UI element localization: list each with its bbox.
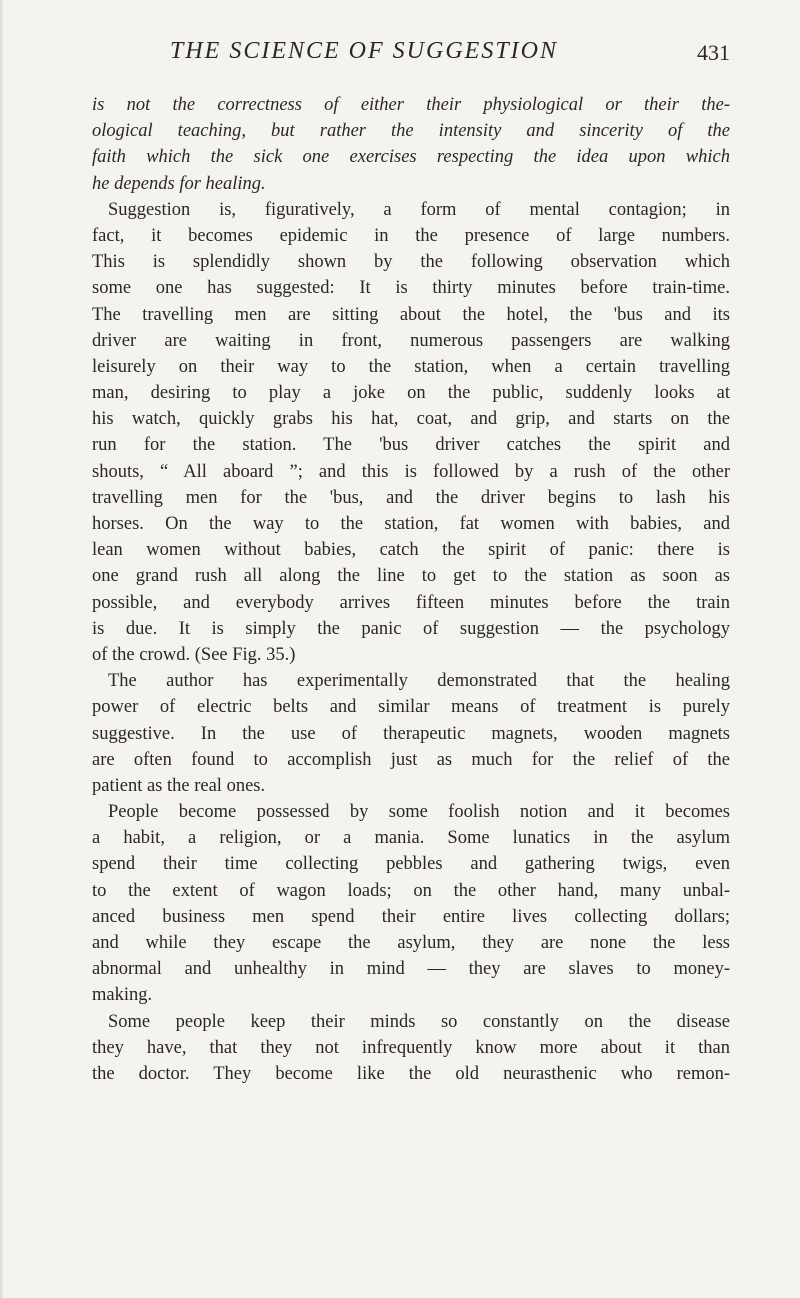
text-line: travelling men for the 'bus, and the driver begins to lash his (92, 487, 730, 508)
text-line: his watch, quickly grabs his hat, coat, and grip, and starts on the (92, 409, 730, 430)
text-line: of the crowd. (See Fig. 35.) (92, 644, 296, 665)
text-line: suggestive. In the use of therapeutic magnets, wooden magnets (92, 723, 730, 744)
running-title: THE SCIENCE OF SUGGESTION (170, 38, 559, 64)
text-line: are often found to accomplish just as much for the relief of the (92, 749, 730, 770)
paragraph (92, 799, 730, 1009)
text-line: shouts, “ All aboard ”; and this is followed by a rush of the other (92, 461, 730, 482)
page-edge (0, 0, 4, 1298)
page-number: 431 (697, 40, 730, 65)
text-line: man, desiring to play a joke on the public, suddenly looks at (92, 383, 730, 404)
text-line: one grand rush all along the line to get to the station as soon as (92, 566, 730, 587)
text-line: faith which the sick one exercises respecting the idea upon which (92, 147, 730, 168)
text-line: run for the station. The 'bus driver catches the spirit and (92, 435, 730, 456)
text-line: spend their time collecting pebbles and gathering twigs, even (92, 854, 730, 875)
paragraph (92, 1009, 730, 1088)
text-line: fact, it becomes epidemic in the presence of large numbers. (92, 225, 730, 246)
paragraph (92, 197, 730, 668)
text-line: abnormal and unhealthy in mind — they are slaves to money- (92, 959, 730, 980)
page-header (92, 38, 730, 78)
text-line: some one has suggested: It is thirty minutes before train-time. (92, 278, 730, 299)
text-line: lean women without babies, catch the spirit of panic: there is (92, 540, 730, 561)
text-line: driver are waiting in front, numerous passengers are walking (92, 330, 730, 351)
text-line: Some people keep their minds so constantly on the disease (108, 1011, 730, 1032)
text-line: anced business men spend their entire lives collecting dollars; (92, 906, 730, 927)
text-line: power of electric belts and similar means of treatment is purely (92, 697, 730, 718)
body-text (92, 92, 730, 1087)
text-line: Suggestion is, figuratively, a form of mental contagion; in (108, 199, 730, 220)
text-line: he depends for healing. (92, 173, 266, 194)
text-line: is not the correctness of either their physiological or their the- (92, 95, 730, 115)
text-line: The author has experimentally demonstrated that the healing (108, 671, 730, 692)
text-line: making. (92, 985, 153, 1006)
text-line: The travelling men are sitting about the hotel, the 'bus and its (92, 304, 730, 325)
text-line: to the extent of wagon loads; on the other hand, many unbal- (92, 880, 730, 901)
paragraph (92, 92, 730, 197)
text-line: the doctor. They become like the old neurasthenic who remon- (92, 1063, 730, 1084)
text-line: leisurely on their way to the station, when a certain travelling (92, 356, 730, 377)
text-line: People become possessed by some foolish notion and it becomes (108, 802, 730, 823)
text-line: they have, that they not infrequently know more about it than (92, 1037, 730, 1058)
text-line: possible, and everybody arrives fifteen minutes before the train (92, 592, 730, 613)
text-line: a habit, a religion, or a mania. Some lunatics in the asylum (92, 828, 730, 849)
text-line: This is splendidly shown by the following observation which (92, 252, 730, 273)
text-line: patient as the real ones. (92, 775, 266, 796)
text-line: horses. On the way to the station, fat women with babies, and (92, 514, 730, 534)
paragraph (92, 668, 730, 799)
text-line: is due. It is simply the panic of suggestion — the psychology (92, 618, 730, 639)
text-line: ological teaching, but rather the intensity and sincerity of the (92, 121, 730, 142)
text-line: and while they escape the asylum, they are none the less (92, 933, 730, 953)
